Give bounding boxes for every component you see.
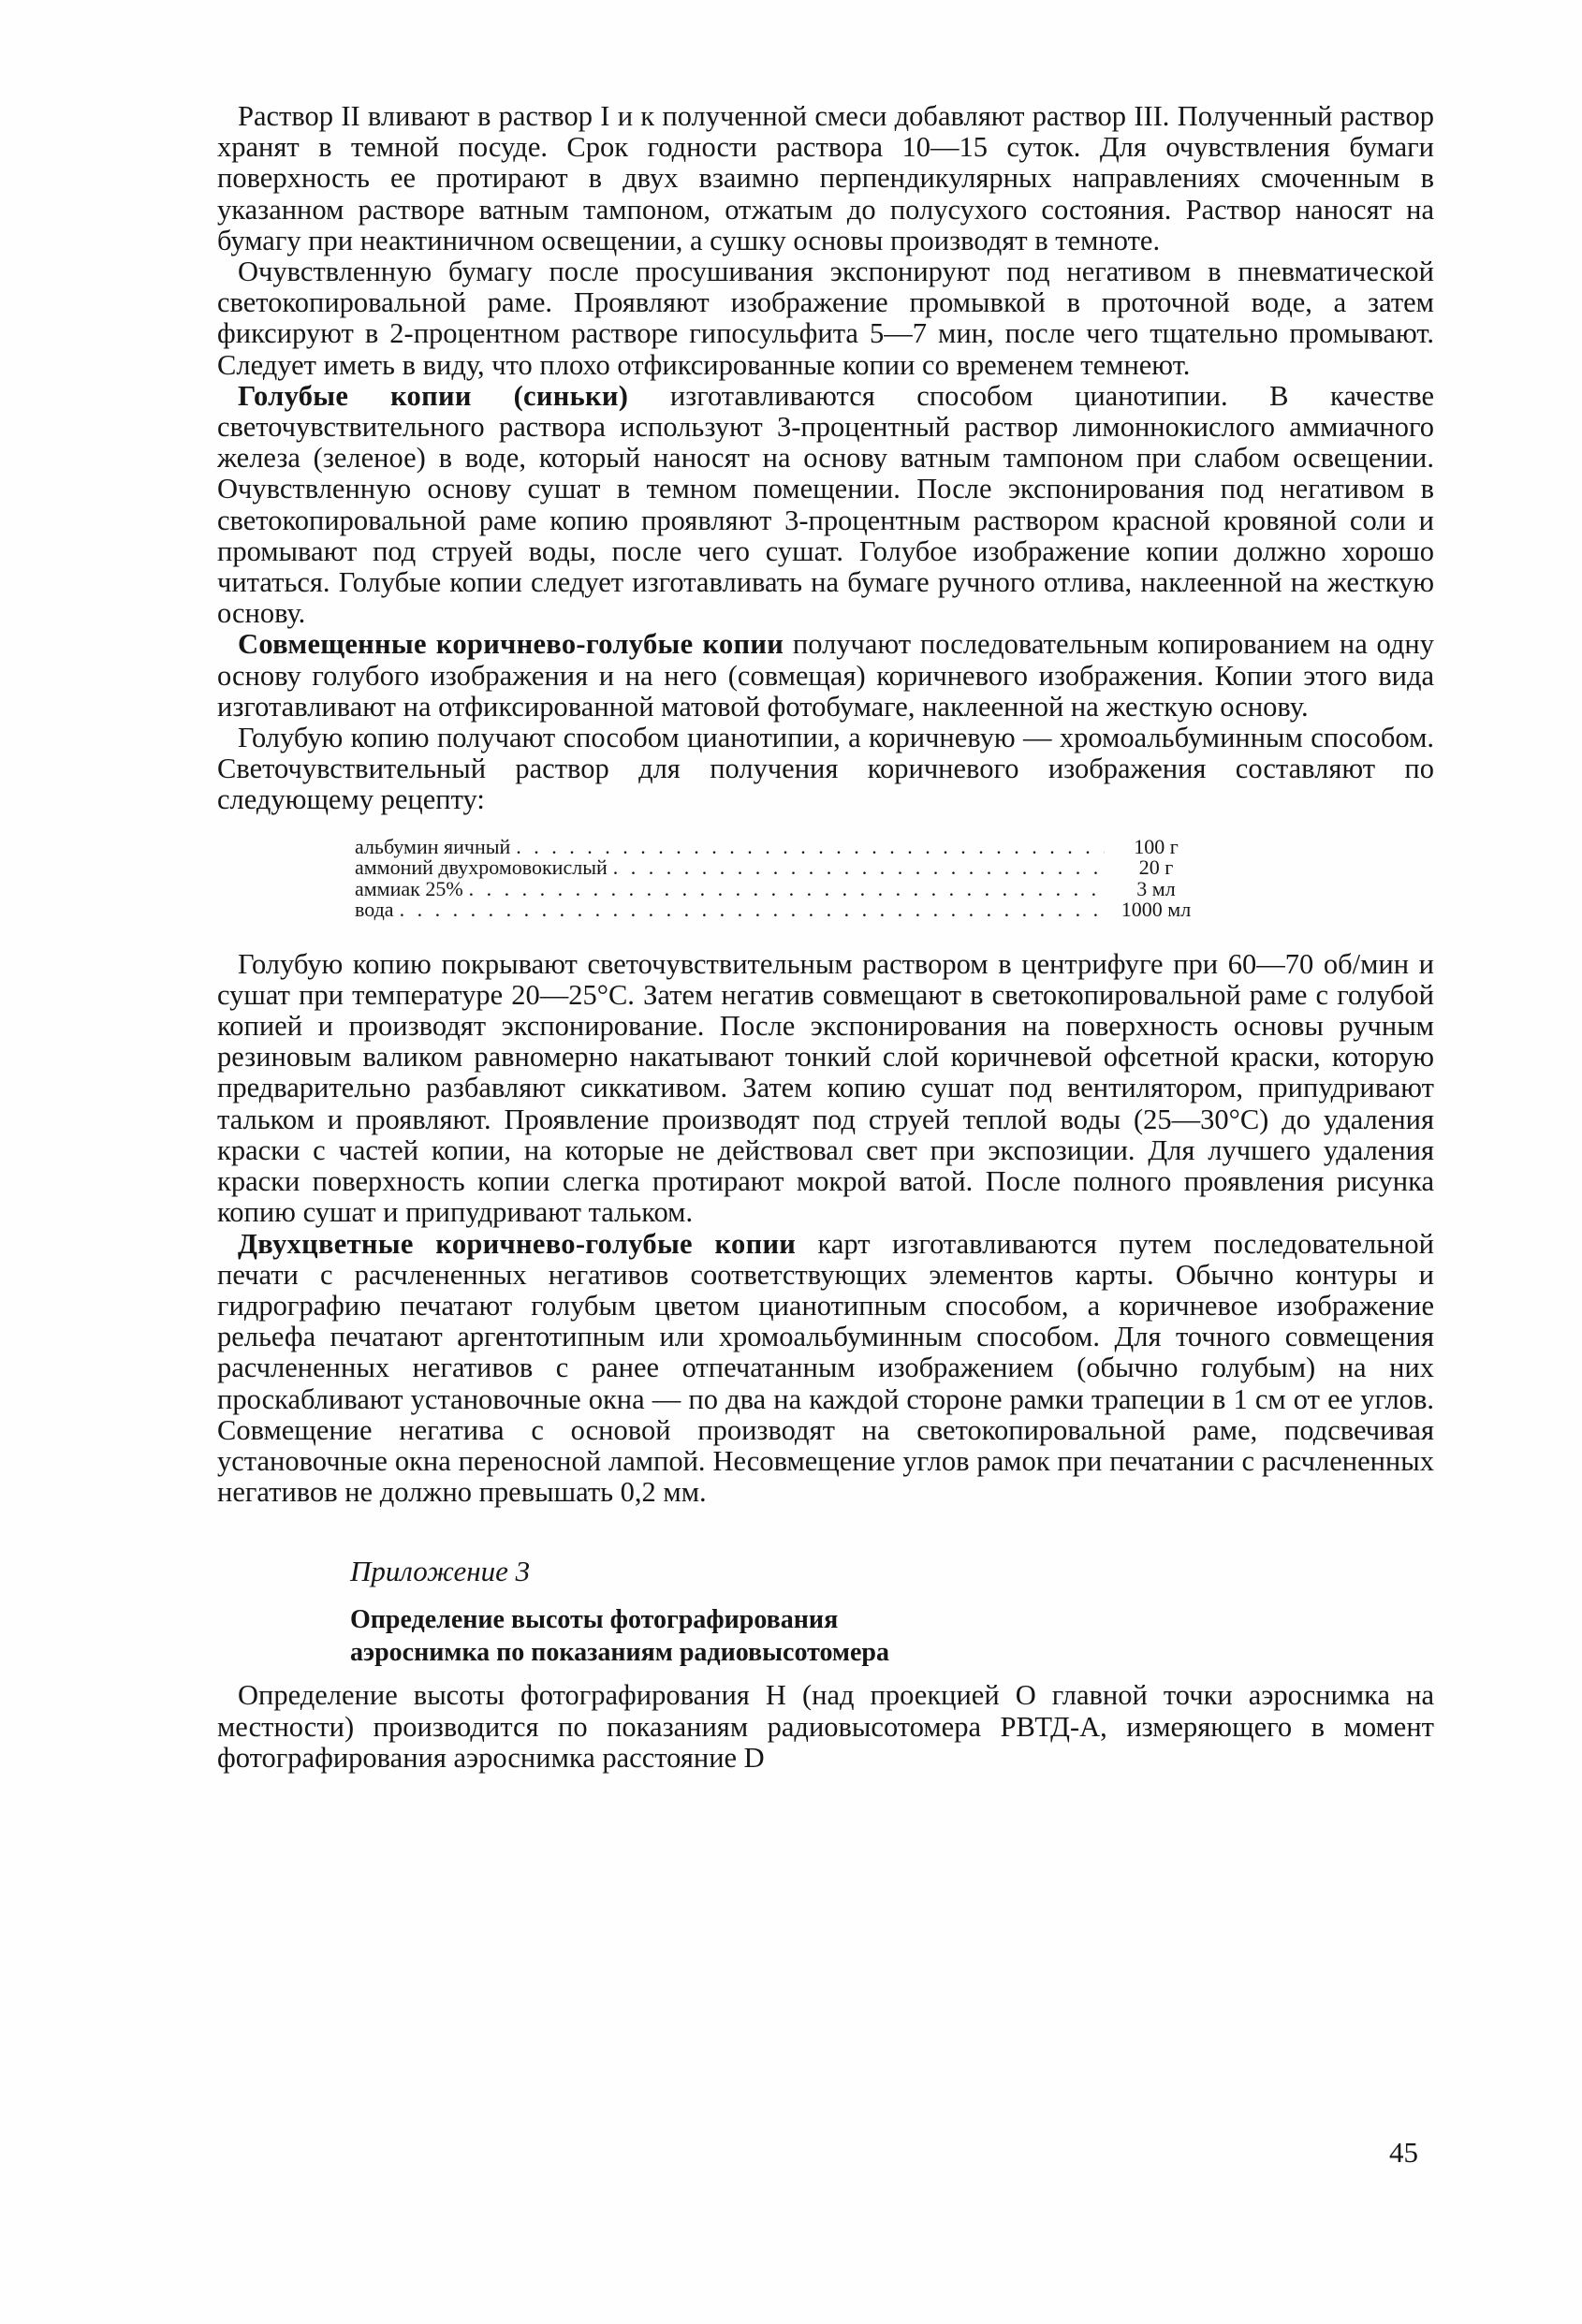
recipe-leader-dots: [613, 857, 1105, 879]
recipe-ingredient: альбумин яичный: [355, 834, 511, 858]
page-body: [217, 101, 1434, 1774]
appendix-title-line-1: Определение высоты фотографирования: [350, 1605, 839, 1635]
recipe-list: [355, 834, 1202, 922]
recipe-amount: 20 г: [1138, 855, 1174, 880]
paragraph-7: [217, 1229, 1434, 1509]
paragraph-3-text: изготавливаются способом цианотипии. В качестве светочувствительного раствора используют 3-процентный раствор лимоннокислого аммиачного железа (зеленое) в воде, который наносят на основу ватным тампоном при слабом освещении. Очувствленную основу сушат в темном помещении. После экспонирования под негативом в светокопировальной раме копию проявляют 3-процентным раствором красной кровяной соли и промывают под струей воды, после чего сушат. Голубое изображение копии должно хорошо читаться. Голубые копии следует изготавливать на бумаге ручного отлива, наклеенной на жесткую основу.: [217, 379, 1434, 630]
recipe-amount: 1000 мл: [1121, 898, 1192, 922]
recipe-ingredient: аммиак 25%: [355, 876, 463, 900]
appendix-paragraph: Определение высоты фотографирования H (над проекцией O главной точки аэроснимка на местности) производится по показаниям радиовысотомера РВТД-А, измеряющего в момент фотографирования аэроснимка расстояние D: [217, 1679, 1434, 1774]
paragraph-5: [217, 723, 1434, 816]
paragraph-2: [217, 256, 1434, 381]
paragraph-3-lead: Голубые копии (синьки): [238, 379, 629, 412]
paragraph-6: [217, 949, 1434, 1229]
page-number: 45: [1389, 2136, 1418, 2169]
paragraph-1-text: Раствор II вливают в раствор I и к полученной смеси добавляют раствор III. Полученный раствор хранят в темной посуде. Срок годности раствора 10—15 суток. Для очувствления бумаги поверхность ее протирают в двух взаимно перпендикулярных направлениях смоченным в указанном растворе ватным тампоном, отжатым до полусухого состояния. Раствор наносят на бумагу при неактиничном освещении, а сушку основы производят в темноте.: [217, 100, 1434, 256]
paragraph-2-text: Очувствленную бумагу после просушивания экспонируют под негативом в пневматической светокопировальной раме. Проявляют изображение промывкой в проточной воде, а затем фиксируют в 2-процентном растворе гипосульфита 5—7 мин, после чего тщательно промывают. Следует иметь в виду, что плохо отфиксированные копии со временем темнеют.: [217, 256, 1434, 381]
recipe-row: [355, 876, 1202, 900]
paragraph-1: [217, 101, 1434, 256]
paragraph-4-text: получают последовательным копированием на одну основу голубого изображения и на него (совмещая) коричневого изображения. Копии этого вида изготавливают на отфиксированной матовой фотобумаге, наклеенной на жесткую основу.: [217, 628, 1435, 723]
paragraph-7-lead: Двухцветные коричнево-голубые копии: [238, 1227, 797, 1260]
paragraph-4-lead: Совмещенные коричнево-голубые копии: [238, 628, 784, 661]
appendix-title-line-2: аэроснимка по показаниям радиовысотомера: [350, 1638, 889, 1668]
recipe-ingredient: аммоний двухромовокислый: [355, 855, 608, 880]
recipe-leader-dots: [469, 879, 1105, 900]
recipe-amount: 3 мл: [1136, 876, 1176, 900]
paragraph-7-text: карт изготавливаются путем последовательной печати с расчлененных негативов соответствующих элементов карты. Обычно контуры и гидрографию печатают голубым цветом цианотипным способом, а коричневое изображение рельефа печатают аргентотипным или хромоальбуминным способом. Для точного совмещения расчлененных негативов с ранее отпечатанным изображением (обычно голубым) на них проскабливают установочные окна — по два на каждой стороне рамки трапеции в 1 см от ее углов. Совмещение негатива с основой производят на светокопировальной раме, подсвечивая установочные окна переносной лампой. Несовмещение углов рамок при печатании с расчлененных негативов не должно превышать 0,2 мм.: [217, 1227, 1434, 1509]
paragraph-4: [217, 629, 1434, 723]
recipe-leader-dots: [400, 899, 1105, 921]
recipe-amount: 100 г: [1134, 834, 1179, 858]
paragraph-6-text: Голубую копию покрывают светочувствительным раствором в центрифуге при 60—70 об/мин и сушат при температуре 20—25°С. Затем негатив совмещают в светокопировальной раме с голубой копией и производят экспонирование. После экспонирования на поверхность основы ручным резиновым валиком равномерно накатывают тонкий слой коричневой офсетной краски, которую предварительно разбавляют сиккативом. Затем копию сушат под вентилятором, припудривают тальком и проявляют. Проявление производят под струей теплой воды (25—30°С) до удаления краски с частей копии, на которые не действовал свет при экспозиции. Для лучшего удаления краски поверхность копии слегка протирают мокрой ватой. После полного проявления рисунка копию сушат и припудривают тальком.: [217, 947, 1434, 1229]
appendix-label: Приложение 3: [350, 1555, 531, 1588]
recipe-row: [355, 834, 1202, 858]
recipe-leader-dots: [516, 837, 1105, 858]
paragraph-3: [217, 381, 1434, 630]
paragraph-5-text: Голубую копию получают способом цианотипии, а коричневую — хромоальбуминным способом. Светочувствительный раствор для получения коричневого изображения составляют по следующему рецепту:: [217, 722, 1434, 816]
recipe-ingredient: вода: [355, 898, 394, 922]
recipe-row: [355, 899, 1202, 921]
recipe-row: [355, 857, 1202, 879]
appendix-title: [217, 1603, 1434, 1669]
